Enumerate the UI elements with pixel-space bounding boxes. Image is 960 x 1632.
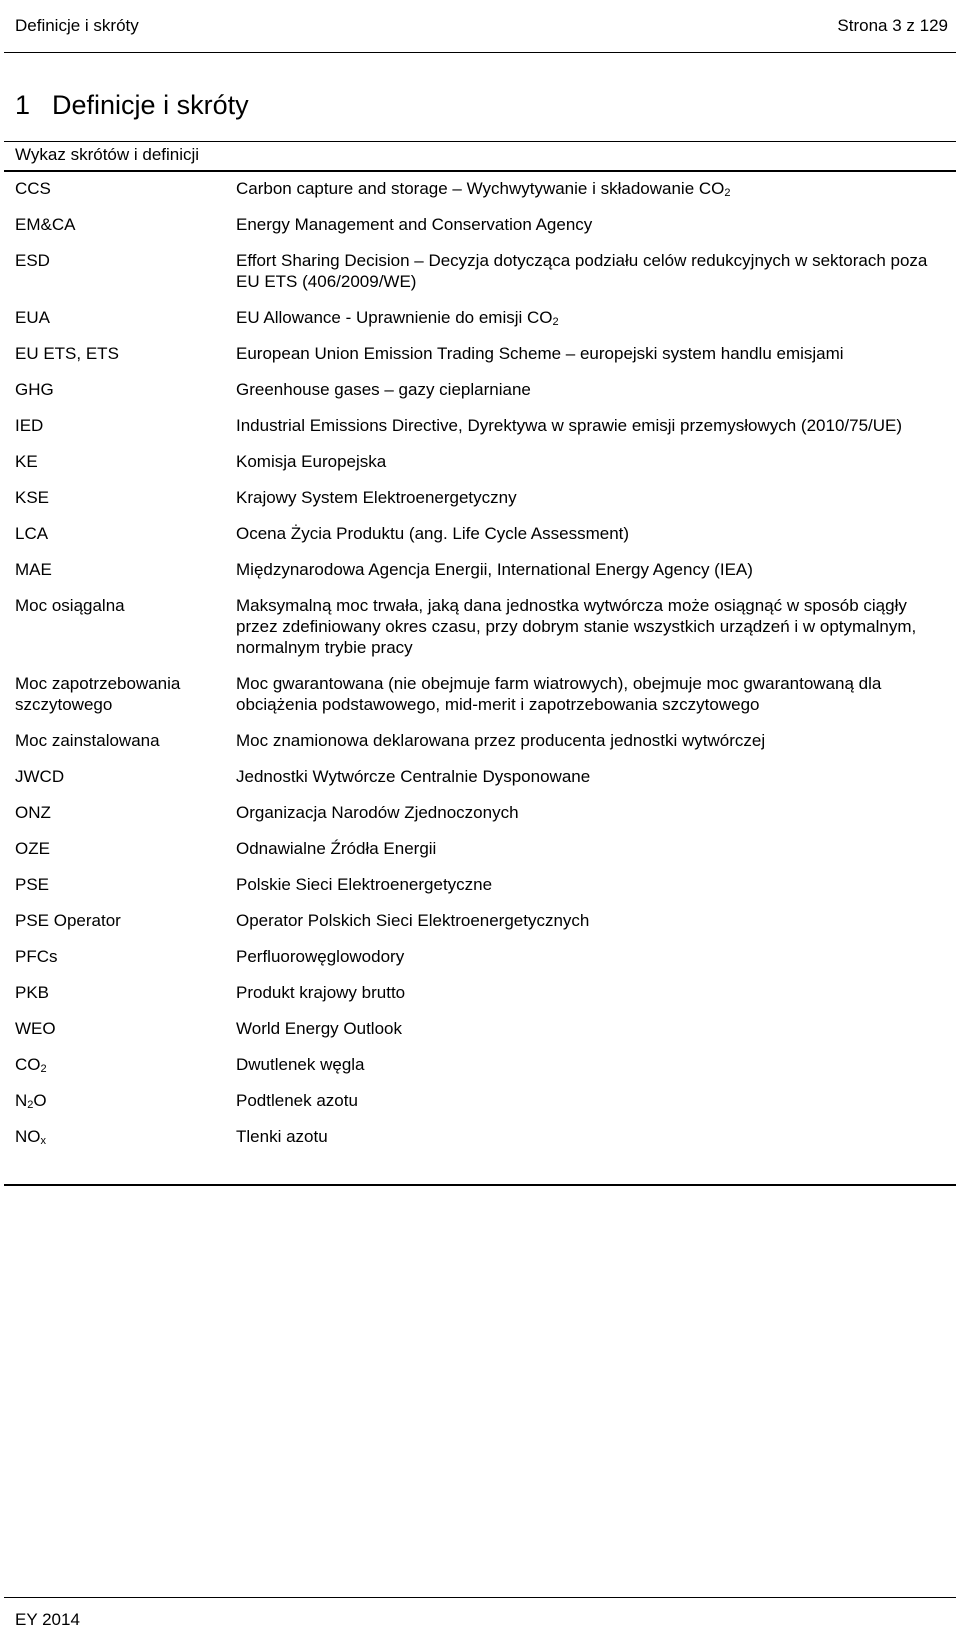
definition-row <box>15 375 945 411</box>
definition-cell <box>236 726 945 762</box>
table-caption: Wykaz skrótów i definicji <box>15 145 200 164</box>
definition-row <box>15 906 945 942</box>
abbreviation: CCS <box>15 179 51 198</box>
definition-cell <box>236 246 945 303</box>
abbreviation: WEO <box>15 1019 56 1038</box>
title-divider <box>4 141 956 142</box>
definition-cell <box>236 798 945 834</box>
abbreviation-cell <box>15 246 236 303</box>
abbreviation-cell <box>15 339 236 375</box>
abbreviation: N <box>15 1091 28 1110</box>
definition-cell <box>236 210 945 246</box>
abbreviation-cell <box>15 555 236 591</box>
page-footer: EY 2014 <box>15 1610 80 1629</box>
definition-row <box>15 762 945 798</box>
abbreviation-cell <box>15 978 236 1014</box>
definition-cell <box>236 591 945 669</box>
abbreviation-cell <box>15 447 236 483</box>
abbreviation: NO <box>15 1127 41 1146</box>
abbreviation-cell <box>15 411 236 447</box>
definition-cell <box>236 1122 945 1158</box>
abbreviation: ESD <box>15 251 50 270</box>
definition-row <box>15 483 945 519</box>
definition-text: Podtlenek azotu <box>236 1091 358 1110</box>
definition-cell <box>236 870 945 906</box>
abbreviation-cell <box>15 834 236 870</box>
abbreviation-cell <box>15 303 236 339</box>
header-divider <box>4 52 956 53</box>
definition-text: Jednostki Wytwórcze Centralnie Dysponowane <box>236 767 591 786</box>
definition-text: Perfluorowęglowodory <box>236 947 405 966</box>
definition-text: Moc znamionowa deklarowana przez producenta jednostki wytwórczej <box>236 731 766 750</box>
abbreviation: Moc zainstalowana <box>15 731 160 750</box>
abbreviation-cell <box>15 591 236 669</box>
definition-text: Komisja Europejska <box>236 452 387 471</box>
section-number: 1 <box>15 90 31 120</box>
definition-text: Polskie Sieci Elektroenergetyczne <box>236 875 493 894</box>
definition-cell <box>236 978 945 1014</box>
abbreviation-cell <box>15 870 236 906</box>
definition-row <box>15 669 945 726</box>
definition-text: Effort Sharing Decision – Decyzja dotycząca podziału celów redukcyjnych w sektorach poza EU ETS (406/2009/WE) <box>236 251 928 291</box>
definition-cell <box>236 1086 945 1122</box>
definition-cell <box>236 339 945 375</box>
abbreviation: KE <box>15 452 38 471</box>
definition-row <box>15 1122 945 1158</box>
abbreviation-cell <box>15 519 236 555</box>
definition-cell <box>236 303 945 339</box>
abbreviation: EM&CA <box>15 215 76 234</box>
definition-row <box>15 591 945 669</box>
header-document-title: Definicje i skróty <box>15 16 139 35</box>
abbreviation: LCA <box>15 524 49 543</box>
definition-text: Moc gwarantowana (nie obejmuje farm wiatrowych), obejmuje moc gwarantowaną dla obciążenia podstawowego, mid-merit i zapotrzebowania szczytowego <box>236 674 882 714</box>
abbreviation-cell <box>15 375 236 411</box>
abbreviation-cell <box>15 1086 236 1122</box>
abbreviation: OZE <box>15 839 50 858</box>
abbreviation: IED <box>15 416 44 435</box>
definition-cell <box>236 174 945 210</box>
definition-cell <box>236 519 945 555</box>
definition-text: Greenhouse gases – gazy cieplarniane <box>236 380 531 399</box>
abbreviation: KSE <box>15 488 50 507</box>
definition-row <box>15 411 945 447</box>
definition-text: EU Allowance - Uprawnienie do emisji CO <box>236 308 553 327</box>
definition-cell <box>236 669 945 726</box>
definition-cell <box>236 375 945 411</box>
abbreviation: MAE <box>15 560 52 579</box>
definition-cell <box>236 762 945 798</box>
abbreviation: PKB <box>15 983 50 1002</box>
definition-text: Produkt krajowy brutto <box>236 983 406 1002</box>
abbreviation: EU ETS, ETS <box>15 344 119 363</box>
definition-text: Carbon capture and storage – Wychwytywanie i składowanie CO <box>236 179 725 198</box>
definition-subscript: 2 <box>552 316 559 328</box>
definition-row <box>15 1086 945 1122</box>
definition-cell <box>236 447 945 483</box>
abbreviation-cell <box>15 942 236 978</box>
definition-row <box>15 1014 945 1050</box>
section-title-text: Definicje i skróty <box>52 90 249 120</box>
abbreviation-subscript: 2 <box>40 1063 47 1075</box>
abbreviation-cell <box>15 1014 236 1050</box>
abbreviation: JWCD <box>15 767 65 786</box>
definition-cell <box>236 906 945 942</box>
table-bottom-border <box>4 1184 956 1186</box>
definition-row <box>15 834 945 870</box>
definition-text: Organizacja Narodów Zjednoczonych <box>236 803 519 822</box>
definition-row <box>15 174 945 210</box>
definition-text: Tlenki azotu <box>236 1127 328 1146</box>
definition-row <box>15 1050 945 1086</box>
definition-text: Międzynarodowa Agencja Energii, International Energy Agency (IEA) <box>236 560 753 579</box>
abbreviation-subscript: x <box>40 1135 46 1147</box>
definition-text: Odnawialne Źródła Energii <box>236 839 437 858</box>
abbreviation-cell <box>15 906 236 942</box>
definition-cell <box>236 483 945 519</box>
definition-text: Operator Polskich Sieci Elektroenergetycznych <box>236 911 590 930</box>
definition-text: Ocena Życia Produktu (ang. Life Cycle Assessment) <box>236 524 630 543</box>
definition-row <box>15 339 945 375</box>
abbreviation: ONZ <box>15 803 51 822</box>
definition-cell <box>236 1050 945 1086</box>
abbreviation-cell <box>15 1050 236 1086</box>
abbreviation: Moc osiągalna <box>15 596 125 615</box>
definition-text: European Union Emission Trading Scheme – europejski system handlu emisjami <box>236 344 844 363</box>
footer-divider <box>4 1597 956 1598</box>
definition-row <box>15 870 945 906</box>
abbreviation: GHG <box>15 380 54 399</box>
header-page-number: Strona 3 z 129 <box>837 16 948 35</box>
definition-text: Dwutlenek węgla <box>236 1055 365 1074</box>
definition-text: Krajowy System Elektroenergetyczny <box>236 488 517 507</box>
definition-cell <box>236 834 945 870</box>
definition-row <box>15 978 945 1014</box>
abbreviation: EUA <box>15 308 50 327</box>
section-title <box>15 90 249 121</box>
definition-row <box>15 447 945 483</box>
definition-text: World Energy Outlook <box>236 1019 402 1038</box>
definition-cell <box>236 1014 945 1050</box>
abbreviation: PSE Operator <box>15 911 121 930</box>
definition-row <box>15 555 945 591</box>
definition-row <box>15 246 945 303</box>
abbreviation-cell <box>15 726 236 762</box>
definition-row <box>15 210 945 246</box>
definition-row <box>15 519 945 555</box>
abbreviation-cell <box>15 210 236 246</box>
definition-text: Maksymalną moc trwała, jaką dana jednostka wytwórcza może osiągnąć w sposób ciągły przez zdefiniowany okres czasu, przy dobrym stanie wszystkich urządzeń i w optymalnym, normalnym trybie pracy <box>236 596 917 657</box>
definition-row <box>15 942 945 978</box>
definitions-table-body <box>15 174 945 1158</box>
abbreviation-subscript: 2 <box>27 1099 34 1111</box>
definition-subscript: 2 <box>724 187 731 199</box>
definition-cell <box>236 942 945 978</box>
definition-row <box>15 726 945 762</box>
definition-text: Energy Management and Conservation Agency <box>236 215 593 234</box>
abbreviation-cell <box>15 174 236 210</box>
abbreviation-cell <box>15 1122 236 1158</box>
abbreviation: CO <box>15 1055 41 1074</box>
definition-cell <box>236 555 945 591</box>
abbreviation-tail: O <box>33 1091 47 1110</box>
abbreviation-cell <box>15 762 236 798</box>
abbreviation-cell <box>15 669 236 726</box>
abbreviation-cell <box>15 798 236 834</box>
abbreviation: PFCs <box>15 947 58 966</box>
abbreviation-cell <box>15 483 236 519</box>
definition-cell <box>236 411 945 447</box>
definition-row <box>15 303 945 339</box>
abbreviation: PSE <box>15 875 50 894</box>
definitions-table <box>15 174 945 1158</box>
definition-text: Industrial Emissions Directive, Dyrektywa w sprawie emisji przemysłowych (2010/75/UE) <box>236 416 903 435</box>
definition-row <box>15 798 945 834</box>
table-top-border <box>4 170 956 172</box>
abbreviation: Moc zapotrzebowania szczytowego <box>15 674 181 714</box>
page-header <box>15 16 948 36</box>
